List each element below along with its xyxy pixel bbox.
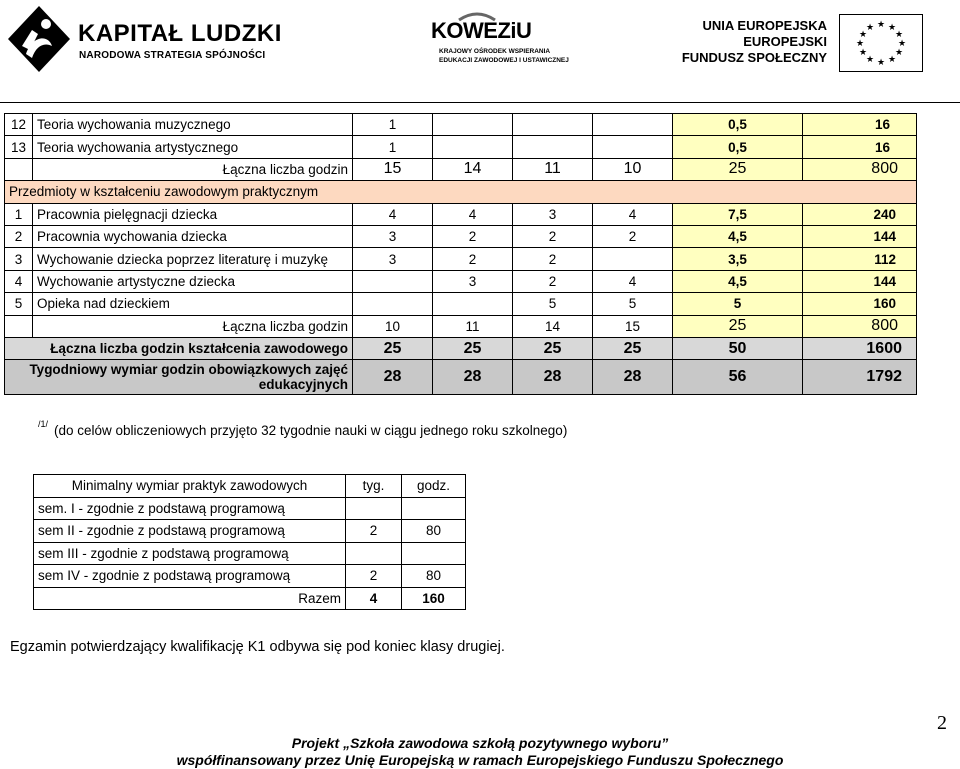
weekly-total: 5 bbox=[673, 293, 803, 315]
sem-1-hours: 3 bbox=[353, 248, 433, 270]
sem-2-hours bbox=[433, 114, 513, 136]
sem-4-hours bbox=[593, 248, 673, 270]
svg-text:★: ★ bbox=[876, 58, 886, 68]
footnote-text: (do celów obliczeniowych przyjęto 32 tygodnie nauki w ciągu jednego roku szkolnego) bbox=[54, 423, 568, 438]
semester-label: sem IV - zgodnie z podstawą programową bbox=[34, 565, 346, 588]
footer-line-2: współfinansowany przez Unię Europejską w ramach Europejskiego Funduszu Społecznego bbox=[176, 752, 784, 768]
sum-sem-4: 15 bbox=[593, 315, 673, 337]
table-row bbox=[34, 565, 466, 588]
koweziu-subtitle-2: EDUKACJI ZAWODOWEJ I USTAWICZNEJ bbox=[439, 57, 569, 64]
sum-weekly: 25 bbox=[673, 315, 803, 337]
weekly-sem-2: 28 bbox=[433, 360, 513, 395]
semester-hours: 80 bbox=[402, 520, 466, 543]
sem-3-hours: 2 bbox=[513, 225, 593, 247]
weekly-total: 0,5 bbox=[673, 136, 803, 158]
semester-label: sem II - zgodnie z podstawą programową bbox=[34, 520, 346, 543]
sum-sem-3: 11 bbox=[513, 158, 593, 180]
page-header bbox=[0, 0, 960, 80]
weekly-hours-total: 1792 bbox=[803, 360, 917, 395]
total-sem-4: 25 bbox=[593, 337, 673, 359]
svg-text:★: ★ bbox=[887, 55, 897, 65]
internship-header-label: Minimalny wymiar praktyk zawodowych bbox=[34, 475, 346, 498]
sem-3-hours: 3 bbox=[513, 203, 593, 225]
row-nr: 1 bbox=[5, 203, 33, 225]
header-divider bbox=[0, 102, 960, 103]
subject-name: Teoria wychowania artystycznego bbox=[33, 136, 353, 158]
svg-text:★: ★ bbox=[876, 20, 886, 30]
sum-sem-4: 10 bbox=[593, 158, 673, 180]
subject-name: Opieka nad dzieckiem bbox=[33, 293, 353, 315]
table-row bbox=[5, 114, 917, 136]
kapital-ludzki-title: KAPITAŁ LUDZKI bbox=[78, 20, 282, 47]
sem-4-hours: 5 bbox=[593, 293, 673, 315]
weekly-hours-label: Tygodniowy wymiar godzin obowiązkowych zajęć edukacyjnych bbox=[5, 360, 353, 395]
hours-total: 160 bbox=[803, 293, 917, 315]
sem-2-hours: 2 bbox=[433, 225, 513, 247]
eu-logo-line-3: FUNDUSZ SPOŁECZNY bbox=[681, 50, 827, 65]
sum-hours: 800 bbox=[803, 158, 917, 180]
svg-text:★: ★ bbox=[894, 48, 904, 58]
sem-3-hours bbox=[513, 114, 593, 136]
weekly-total: 56 bbox=[673, 360, 803, 395]
weekly-total: 4,5 bbox=[673, 270, 803, 292]
row-nr: 3 bbox=[5, 248, 33, 270]
sem-1-hours bbox=[353, 293, 433, 315]
weekly-hours-row bbox=[5, 360, 917, 395]
sum-weekly: 25 bbox=[673, 158, 803, 180]
sem-1-hours: 4 bbox=[353, 203, 433, 225]
hours-total: 16 bbox=[803, 136, 917, 158]
eu-logo-line-1: UNIA EUROPEJSKA bbox=[702, 18, 827, 33]
sum-row bbox=[5, 315, 917, 337]
footnote bbox=[38, 419, 568, 438]
kapital-ludzki-logo bbox=[8, 6, 282, 72]
subject-name: Pracownia pielęgnacji dziecka bbox=[33, 203, 353, 225]
subject-name: Wychowanie dziecka poprzez literaturę i muzykę bbox=[33, 248, 353, 270]
weekly-sem-1: 28 bbox=[353, 360, 433, 395]
kapital-ludzki-subtitle: NARODOWA STRATEGIA SPÓJNOŚCI bbox=[79, 50, 266, 61]
sem-1-hours: 1 bbox=[353, 114, 433, 136]
row-nr: 12 bbox=[5, 114, 33, 136]
weekly-total: 0,5 bbox=[673, 114, 803, 136]
sem-2-hours: 3 bbox=[433, 270, 513, 292]
sem-2-hours: 4 bbox=[433, 203, 513, 225]
semester-weeks: 2 bbox=[346, 565, 402, 588]
weekly-total: 3,5 bbox=[673, 248, 803, 270]
table-row bbox=[5, 248, 917, 270]
internship-header-tyg: tyg. bbox=[346, 475, 402, 498]
sem-3-hours: 2 bbox=[513, 248, 593, 270]
subject-name: Wychowanie artystyczne dziecka bbox=[33, 270, 353, 292]
semester-hours bbox=[402, 497, 466, 520]
sem-4-hours: 4 bbox=[593, 270, 673, 292]
sem-2-hours: 2 bbox=[433, 248, 513, 270]
eu-flag-icon bbox=[839, 14, 923, 72]
svg-text:★: ★ bbox=[865, 55, 875, 65]
sem-4-hours bbox=[593, 114, 673, 136]
sem-3-hours bbox=[513, 136, 593, 158]
section-header-row bbox=[5, 181, 917, 203]
row-nr: 5 bbox=[5, 293, 33, 315]
exam-note: Egzamin potwierdzający kwalifikację K1 odbywa się pod koniec klasy drugiej. bbox=[10, 639, 505, 655]
table-row bbox=[34, 520, 466, 543]
semester-label: sem III - zgodnie z podstawą programową bbox=[34, 542, 346, 565]
table-row bbox=[5, 136, 917, 158]
sum-sem-2: 11 bbox=[433, 315, 513, 337]
internship-header-godz: godz. bbox=[402, 475, 466, 498]
svg-text:★: ★ bbox=[858, 48, 868, 58]
hours-total: 16 bbox=[803, 114, 917, 136]
subject-name: Teoria wychowania muzycznego bbox=[33, 114, 353, 136]
total-hours: 1600 bbox=[803, 337, 917, 359]
table-row bbox=[34, 497, 466, 520]
sem-1-hours: 3 bbox=[353, 225, 433, 247]
total-vocational-row bbox=[5, 337, 917, 359]
internship-total-label: Razem bbox=[34, 587, 346, 610]
hours-total: 144 bbox=[803, 225, 917, 247]
table-row bbox=[5, 293, 917, 315]
section-title: Przedmioty w kształceniu zawodowym praktycznym bbox=[5, 181, 917, 203]
internship-header-row bbox=[34, 475, 466, 498]
semester-hours bbox=[402, 542, 466, 565]
sum-sem-3: 14 bbox=[513, 315, 593, 337]
svg-text:★: ★ bbox=[865, 23, 875, 33]
sem-3-hours: 5 bbox=[513, 293, 593, 315]
sem-4-hours: 4 bbox=[593, 203, 673, 225]
curriculum-table bbox=[4, 113, 917, 395]
table-row bbox=[5, 225, 917, 247]
sem-3-hours: 2 bbox=[513, 270, 593, 292]
table-row bbox=[34, 542, 466, 565]
sum-sem-2: 14 bbox=[433, 158, 513, 180]
internship-total-row bbox=[34, 587, 466, 610]
weekly-sem-3: 28 bbox=[513, 360, 593, 395]
eu-efs-logo bbox=[681, 14, 925, 74]
svg-text:★: ★ bbox=[887, 23, 897, 33]
page-number: 2 bbox=[937, 712, 947, 734]
sem-2-hours bbox=[433, 136, 513, 158]
eu-logo-line-2: EUROPEJSKI bbox=[743, 34, 827, 49]
sum-sem-1: 10 bbox=[353, 315, 433, 337]
weekly-total: 4,5 bbox=[673, 225, 803, 247]
internship-table bbox=[33, 474, 466, 610]
table-row bbox=[5, 270, 917, 292]
koweziu-logo bbox=[425, 14, 569, 74]
svg-text:★: ★ bbox=[897, 39, 907, 49]
table-row bbox=[5, 203, 917, 225]
total-sem-3: 25 bbox=[513, 337, 593, 359]
sum-row bbox=[5, 158, 917, 180]
row-nr: 13 bbox=[5, 136, 33, 158]
internship-total-weeks: 4 bbox=[346, 587, 402, 610]
footnote-marker: /1/ bbox=[38, 419, 49, 429]
kapital-ludzki-emblem-icon bbox=[8, 6, 70, 72]
total-vocational-label: Łączna liczba godzin kształcenia zawodowego bbox=[5, 337, 353, 359]
total-sem-1: 25 bbox=[353, 337, 433, 359]
total-weekly: 50 bbox=[673, 337, 803, 359]
semester-weeks bbox=[346, 542, 402, 565]
sem-2-hours bbox=[433, 293, 513, 315]
subject-name: Pracownia wychowania dziecka bbox=[33, 225, 353, 247]
svg-text:★: ★ bbox=[858, 30, 868, 40]
sum-label: Łączna liczba godzin bbox=[33, 315, 353, 337]
hours-total: 144 bbox=[803, 270, 917, 292]
koweziu-subtitle-1: KRAJOWY OŚRODEK WSPIERANIA bbox=[439, 48, 551, 55]
sum-label: Łączna liczba godzin bbox=[33, 158, 353, 180]
sum-sem-1: 15 bbox=[353, 158, 433, 180]
sem-4-hours: 2 bbox=[593, 225, 673, 247]
svg-text:★: ★ bbox=[894, 30, 904, 40]
semester-label: sem. I - zgodnie z podstawą programową bbox=[34, 497, 346, 520]
sem-1-hours bbox=[353, 270, 433, 292]
weekly-sem-4: 28 bbox=[593, 360, 673, 395]
hours-total: 240 bbox=[803, 203, 917, 225]
internship-total-hours: 160 bbox=[402, 587, 466, 610]
hours-total: 112 bbox=[803, 248, 917, 270]
sem-1-hours: 1 bbox=[353, 136, 433, 158]
row-nr: 2 bbox=[5, 225, 33, 247]
weekly-total: 7,5 bbox=[673, 203, 803, 225]
svg-text:★: ★ bbox=[855, 39, 865, 49]
semester-weeks: 2 bbox=[346, 520, 402, 543]
koweziu-title: KOWEZiU bbox=[431, 18, 532, 43]
semester-hours: 80 bbox=[402, 565, 466, 588]
sem-4-hours bbox=[593, 136, 673, 158]
semester-weeks bbox=[346, 497, 402, 520]
footer-line-1: Projekt „Szkoła zawodowa szkołą pozytywnego wyboru” bbox=[291, 735, 669, 751]
total-sem-2: 25 bbox=[433, 337, 513, 359]
row-nr: 4 bbox=[5, 270, 33, 292]
sum-hours: 800 bbox=[803, 315, 917, 337]
